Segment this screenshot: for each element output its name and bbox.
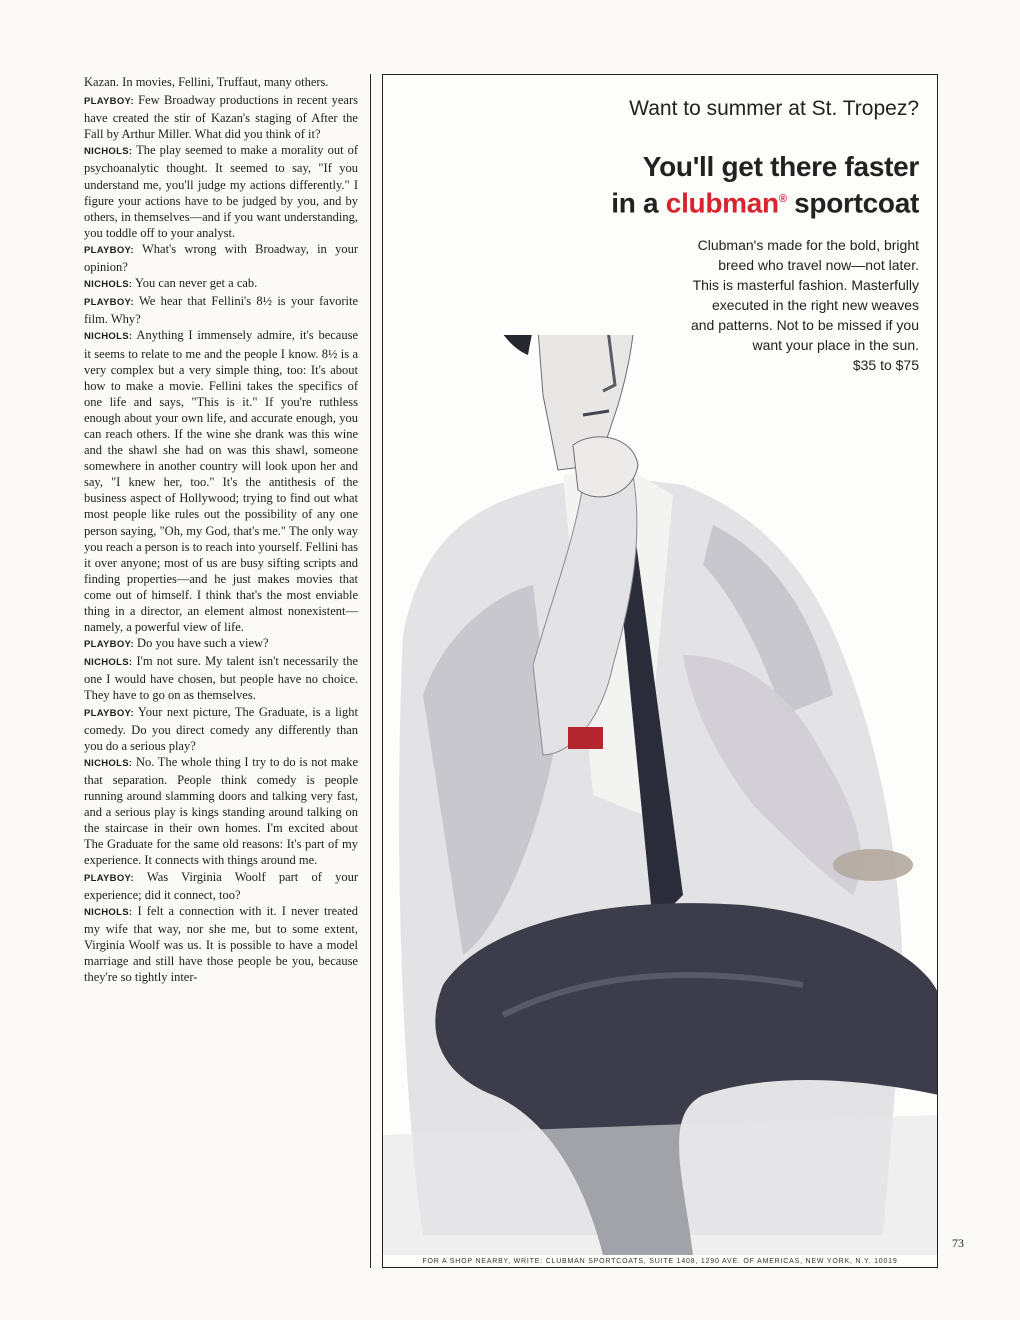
ad-headline-line2 [611, 183, 919, 219]
paragraph-text: Kazan. In movies, Fellini, Truffaut, many others. [84, 75, 329, 89]
headline-post: sportcoat [786, 187, 919, 219]
paragraph-text: Few Broadway productions in recent years have created the stir of Kazan's staging of After the Fall by Arthur Miller. What did you think of it? [84, 93, 358, 142]
paragraph-text: Do you have such a view? [133, 636, 269, 651]
speaker-label: PLAYBOY: [84, 707, 134, 719]
paragraph-text: The play seemed to make a morality out of psychoanalytic thought. It seemed to say, "If you understand me, you'll judge my actions differently." I figure your actions have to be judged by you, and by others, in themselves—and if you want understanding, you toddle off to your analyst. [84, 143, 358, 240]
ad-headline [611, 151, 919, 219]
paragraph [84, 275, 358, 293]
speaker-label: PLAYBOY: [84, 872, 134, 884]
paragraph-text: We hear that Fellini's 8½ is your favorite film. Why? [84, 294, 358, 327]
ad-headline-line1: You'll get there faster [642, 151, 919, 182]
paragraph-text: No. The whole thing I try to do is not make that separation. People think comedy is people running around slamming doors and talking very fast, and a serious play is kings standing around talking on the staircase in their own homes. I'm excited about The Graduate for the same old reasons: It's part of my experience. It connects with things around me. [84, 754, 358, 868]
paragraph [84, 704, 358, 754]
paragraph-text: Your next picture, The Graduate, is a light comedy. Do you direct comedy any differently than you do a serious play? [84, 704, 358, 753]
ad-copy-line: Clubman's made for the bold, bright [697, 237, 919, 253]
ad-price: $35 to $75 [852, 357, 919, 373]
ad-copy-line: and patterns. Not to be missed if you [690, 317, 919, 333]
ad-copy-line: executed in the right new weaves [711, 297, 919, 313]
paragraph [84, 293, 358, 327]
clubman-advertisement [382, 74, 938, 1268]
chair-wash [383, 1115, 938, 1255]
column-rule [370, 74, 371, 1268]
speaker-label: PLAYBOY: [84, 639, 134, 651]
speaker-label: NICHOLS: [84, 331, 133, 343]
paragraph [84, 903, 358, 985]
ad-copy-line: breed who travel now—not later. [718, 257, 919, 273]
paragraph [84, 635, 358, 653]
paragraph [84, 754, 358, 869]
paragraph [84, 241, 358, 275]
speaker-label: PLAYBOY: [84, 297, 134, 309]
speaker-label: NICHOLS: [84, 657, 133, 669]
brand-name: clubman [665, 187, 779, 219]
speaker-label: NICHOLS: [84, 757, 133, 769]
paragraph-text: Anything I immensely admire, it's because it seems to relate to me and the people I know. 8½ is a very complex but a very simple thing, too: It's about how to make a movie. Fellini takes the specifics of one life and says, "This is it." If you're ruthless enough about your own life, and accurate enough, you can reach others. If the wine she drank was this wine and the shawl she had on was this shawl, someone somewhere in another country will look upon her and say, "I knew her, too." It's the antithesis of the business aspect of Hollywood; trying to find out what most people like rules out the possibility of any one person saying, "Oh, my God, that's me." The only way you reach a person is to reach into yourself. Fellini has it over anyone; most of us are busy sifting scripts and finding properties—and he just makes movies that come out of himself. I think that's the most enviable thing in a director, an element almost nonexistent—namely, a powerful view of life. [84, 328, 358, 635]
ad-copy-line: want your place in the sun. [752, 337, 919, 353]
headline-pre: in a [611, 187, 666, 219]
ad-footer-address: FOR A SHOP NEARBY, WRITE: CLUBMAN SPORTCOATS, SUITE 1408, 1290 AVE. OF AMERICAS, NEW YORK, N.Y. 10019 [422, 1258, 898, 1265]
page-number: 73 [952, 1236, 964, 1250]
red-cuff [568, 727, 603, 749]
paragraph-text: I'm not sure. My talent isn't necessarily the one I would have chosen, but people have no choice. They have to go on as themselves. [84, 654, 358, 703]
resting-hand [833, 849, 913, 881]
registered-mark: ® [778, 193, 787, 205]
paragraph [84, 327, 358, 635]
speaker-label: PLAYBOY: [84, 96, 134, 108]
ad-copy-line: This is masterful fashion. Masterfully [692, 277, 919, 293]
paragraph-text: Was Virginia Woolf part of your experience; did it connect, too? [84, 869, 358, 902]
paragraph [84, 142, 358, 241]
paragraph [84, 74, 358, 92]
man-in-sportcoat-illustration [383, 335, 938, 1255]
ad-question: Want to summer at St. Tropez? [629, 97, 919, 120]
paragraph-text: I felt a connection with it. I never treated my wife that way, nor she me, but to some extent, Virginia Woolf was us. It is possible to have a model marriage and still have those people be you, because they're so tightly inter- [84, 903, 358, 985]
paragraph [84, 869, 358, 903]
paragraph-text: You can never get a cab. [132, 276, 258, 291]
speaker-label: PLAYBOY: [84, 244, 134, 256]
paragraph-text: What's wrong with Broadway, in your opinion? [84, 241, 358, 275]
paragraph [84, 653, 358, 703]
speaker-label: NICHOLS: [84, 906, 133, 918]
paragraph [84, 92, 358, 142]
speaker-label: NICHOLS: [84, 279, 133, 291]
article-column [84, 74, 358, 985]
speaker-label: NICHOLS: [84, 146, 133, 158]
